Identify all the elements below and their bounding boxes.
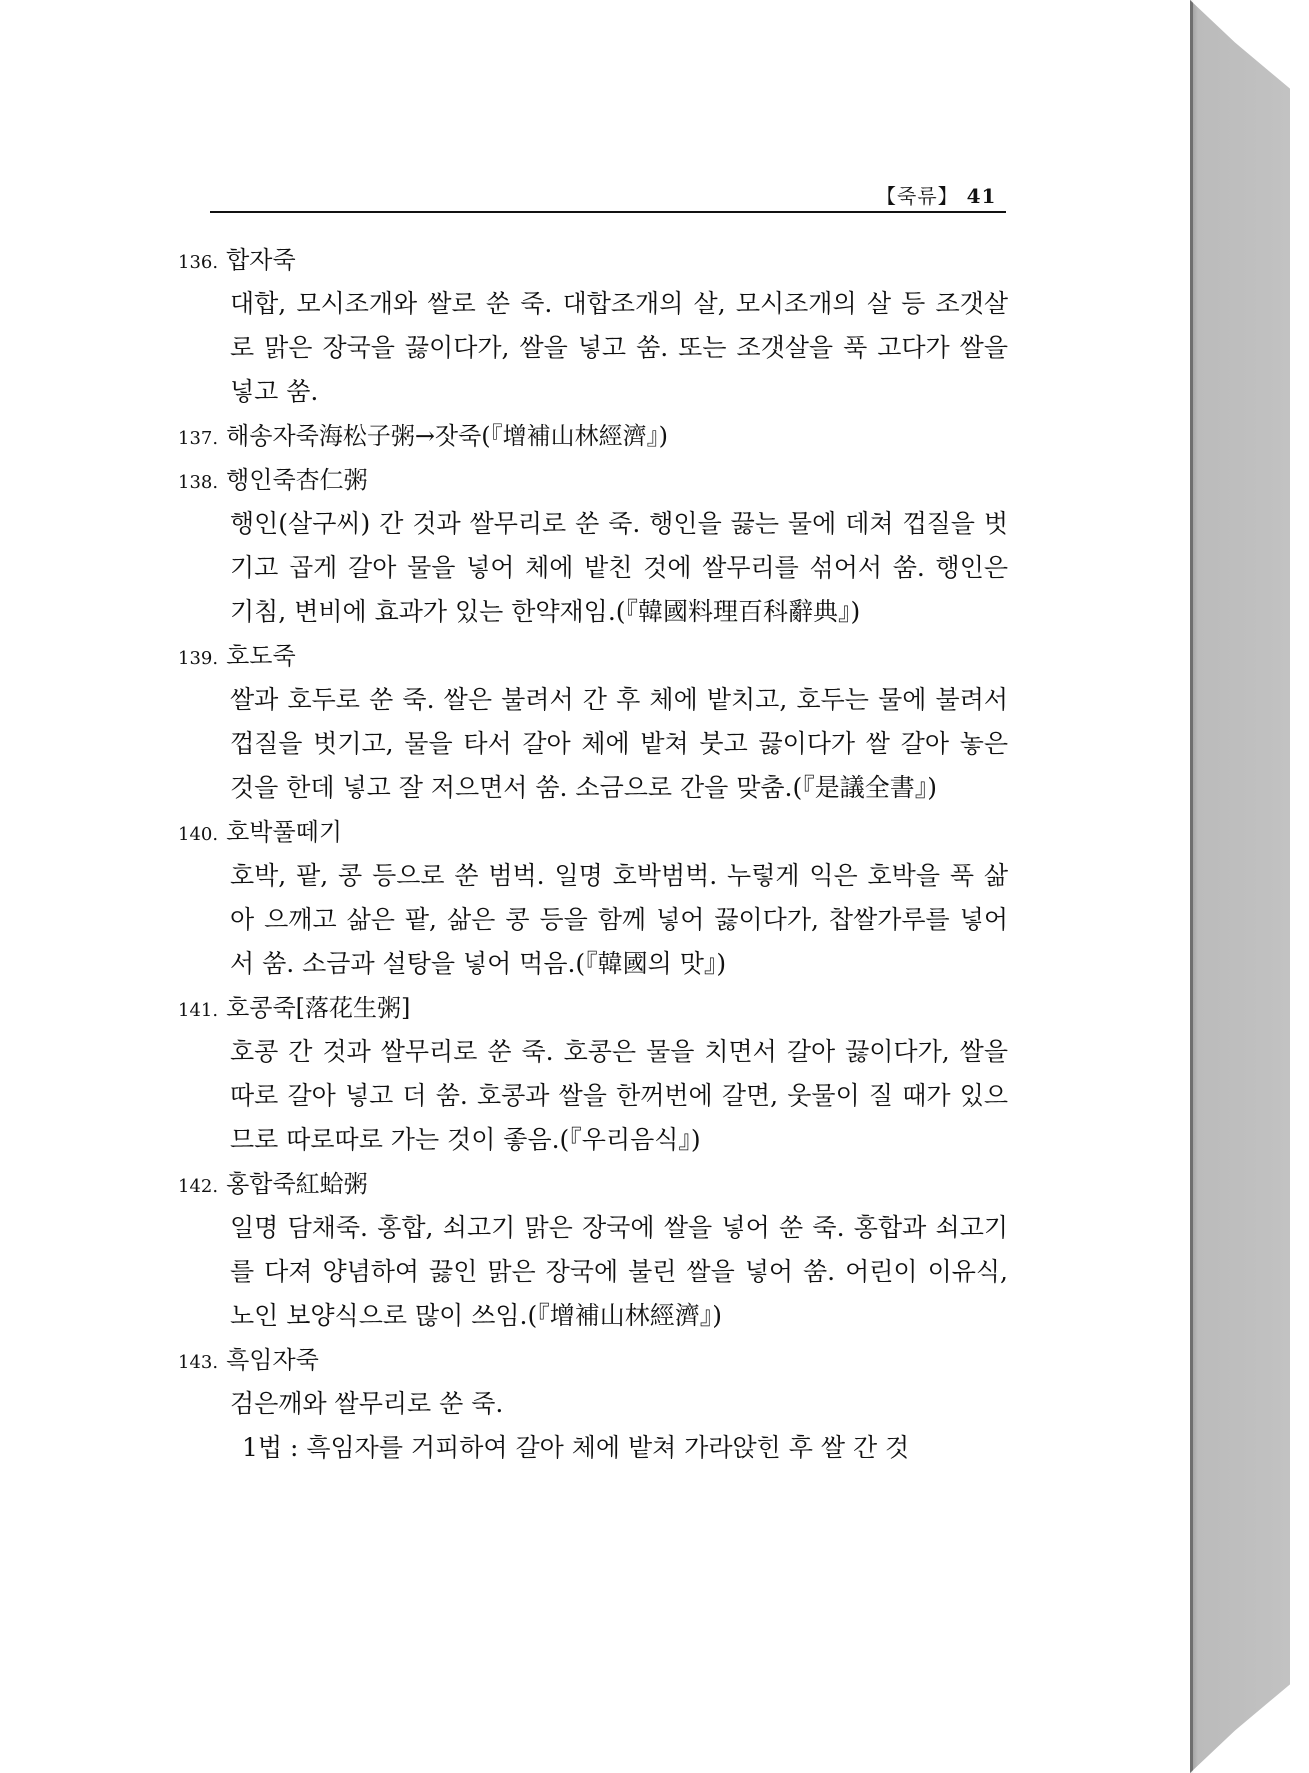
running-head: [876, 180, 1004, 210]
entry-title: 홍합죽紅蛤粥: [226, 1170, 368, 1198]
page-number: 41: [966, 184, 997, 208]
entry-number: 139.: [178, 648, 219, 669]
entry-139-body: 쌀과 호두로 쑨 죽. 쌀은 불려서 간 후 체에 밭치고, 호두는 물에 불려서 껍질을 벗기고, 물을 타서 갈아 체에 밭쳐 붓고 끓이다가 쌀 갈아 놓은 것을 한데 넣고 잘 저으면서 쑴. 소금으로 간을 맞춤.(『是議全書』): [230, 685, 1008, 802]
entry-142-body: 일명 담채죽. 홍합, 쇠고기 맑은 장국에 쌀을 넣어 쑨 죽. 홍합과 쇠고기를 다져 양념하여 끓인 맑은 장국에 불린 쌀을 넣어 쑴. 어린이 이유식, 노인 보양식으로 많이 쓰임.(『增補山林經濟』): [230, 1213, 1008, 1330]
entry-136-heading: [178, 238, 1008, 282]
entry-137-heading: [178, 414, 1008, 458]
entry-number: 140.: [178, 824, 219, 845]
entry-title: 흑임자죽: [226, 1346, 319, 1374]
entry-139-heading: [178, 634, 1008, 678]
entry-title: 행인죽杏仁粥: [226, 466, 368, 494]
section-label: 【죽류】: [876, 184, 959, 208]
entry-title: 합자죽: [226, 246, 296, 274]
entry-141-body: 호콩 간 것과 쌀무리로 쑨 죽. 호콩은 물을 치면서 갈아 끓이다가, 쌀을 따로 갈아 넣고 더 쑴. 호콩과 쌀을 한꺼번에 갈면, 웃물이 질 때가 있으므로 따로따로 가는 것이 좋음.(『우리음식』): [230, 1037, 1008, 1154]
entry-138-heading: [178, 458, 1008, 502]
entry-143-method-1: 1법 : 흑임자를 거피하여 갈아 체에 밭쳐 가라앉힌 후 쌀 간 것: [242, 1433, 910, 1462]
entry-142-heading: [178, 1162, 1008, 1206]
book-page-edge: [1190, 0, 1290, 1773]
page-content: [178, 238, 1008, 1470]
entry-number: 136.: [178, 252, 219, 273]
entry-title: 호콩죽[落花生粥]: [226, 994, 411, 1022]
entry-number: 137.: [178, 428, 219, 449]
entry-title: 해송자죽海松子粥→잣죽(『增補山林經濟』): [226, 422, 669, 450]
entry-140-body: 호박, 팥, 콩 등으로 쑨 범벅. 일명 호박범벅. 누렇게 익은 호박을 푹 삶아 으깨고 삶은 팥, 삶은 콩 등을 함께 넣어 끓이다가, 찹쌀가루를 넣어서 쑴. 소금과 설탕을 넣어 먹음.(『韓國의 맛』): [230, 861, 1008, 978]
entry-number: 143.: [178, 1352, 219, 1373]
entry-number: 138.: [178, 472, 219, 493]
entry-141-heading: [178, 986, 1008, 1030]
entry-140-heading: [178, 810, 1008, 854]
entry-143-body: 검은깨와 쌀무리로 쑨 죽.: [230, 1389, 504, 1418]
header-rule: [210, 211, 1006, 213]
entry-143-heading: [178, 1338, 1008, 1382]
entry-136-body: 대합, 모시조개와 쌀로 쑨 죽. 대합조개의 살, 모시조개의 살 등 조갯살로 맑은 장국을 끓이다가, 쌀을 넣고 쑴. 또는 조갯살을 푹 고다가 쌀을 넣고 쑴.: [230, 289, 1008, 406]
entry-title: 호박풀떼기: [226, 818, 342, 846]
entry-138-body: 행인(살구씨) 간 것과 쌀무리로 쑨 죽. 행인을 끓는 물에 데쳐 껍질을 벗기고 곱게 갈아 물을 넣어 체에 밭친 것에 쌀무리를 섞어서 쑴. 행인은 기침, 변비에 효과가 있는 한약재임.(『韓國料理百科辭典』): [230, 509, 1008, 626]
entry-number: 141.: [178, 1000, 219, 1021]
entry-number: 142.: [178, 1176, 219, 1197]
entry-title: 호도죽: [226, 642, 296, 670]
